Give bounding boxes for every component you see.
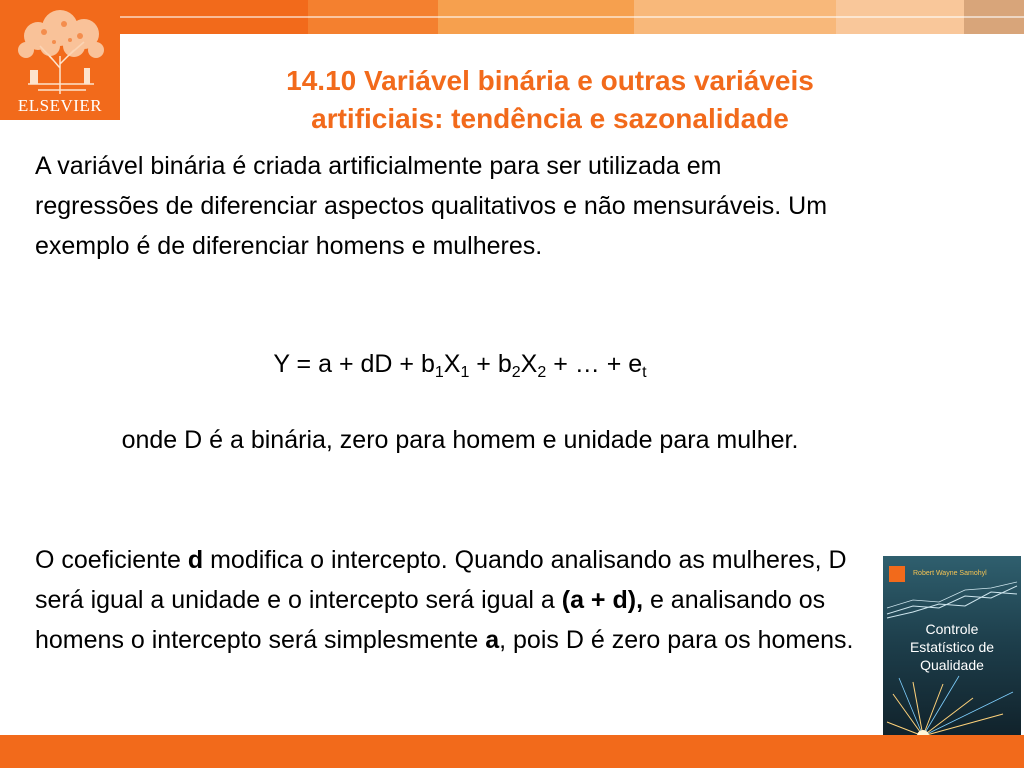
text-run: e analisando os homens o intercepto será simplesmente <box>35 586 826 654</box>
elsevier-logo <box>0 0 120 120</box>
paragraph-binary-explanation: onde D é a binária, zero para homem e unidade para mulher. <box>121 426 799 454</box>
formula-sub: 2 <box>511 364 521 381</box>
bottom-decorative-bar <box>0 735 1024 768</box>
text-run: , pois D é zero para os homens. <box>499 626 854 654</box>
logo-text: ELSEVIER <box>17 96 103 115</box>
chart-lines-icon <box>883 578 1021 622</box>
regression-formula <box>0 350 920 382</box>
formula-sub: t <box>642 364 647 381</box>
formula-part: Y = a + dD + b <box>273 350 435 378</box>
formula-part: + b <box>469 350 512 378</box>
book-title-line: Controle <box>925 621 979 637</box>
formula-sub: 2 <box>537 364 547 381</box>
tree-icon <box>8 6 112 96</box>
book-cover <box>883 556 1021 750</box>
title-line-2: artificiais: tendência e sazonalidade <box>311 103 789 134</box>
slide-title <box>150 62 950 138</box>
book-title-line: Qualidade <box>920 657 984 673</box>
title-line-1: 14.10 Variável binária e outras variáveis <box>286 65 814 96</box>
paragraph-coefficient <box>35 540 895 660</box>
book-title-line: Estatístico de <box>909 639 995 655</box>
formula-part: X <box>520 350 538 378</box>
book-title <box>883 620 1021 674</box>
book-author: Robert Wayne Samohyl <box>913 570 987 577</box>
bold-run: a <box>485 626 500 654</box>
paragraph-definition: A variável binária é criada artificialmente para ser utilizada em regressões de diferenciar aspectos qualitativos e não mensuráveis. Um exemplo é de diferenciar homens e mulheres. <box>35 152 828 260</box>
formula-part: X <box>443 350 461 378</box>
formula-sub: 1 <box>434 364 444 381</box>
bold-run: (a + d), <box>561 586 644 614</box>
top-decorative-bar <box>120 0 1024 34</box>
formula-part: + … + e <box>546 350 643 378</box>
formula-sub: 1 <box>460 364 470 381</box>
bold-run: d <box>187 546 204 574</box>
text-run: modifica o intercepto. Quando analisando as mulheres, D será igual a unidade e o intercepto será igual a <box>35 546 847 614</box>
text-run: O coeficiente <box>35 546 188 574</box>
